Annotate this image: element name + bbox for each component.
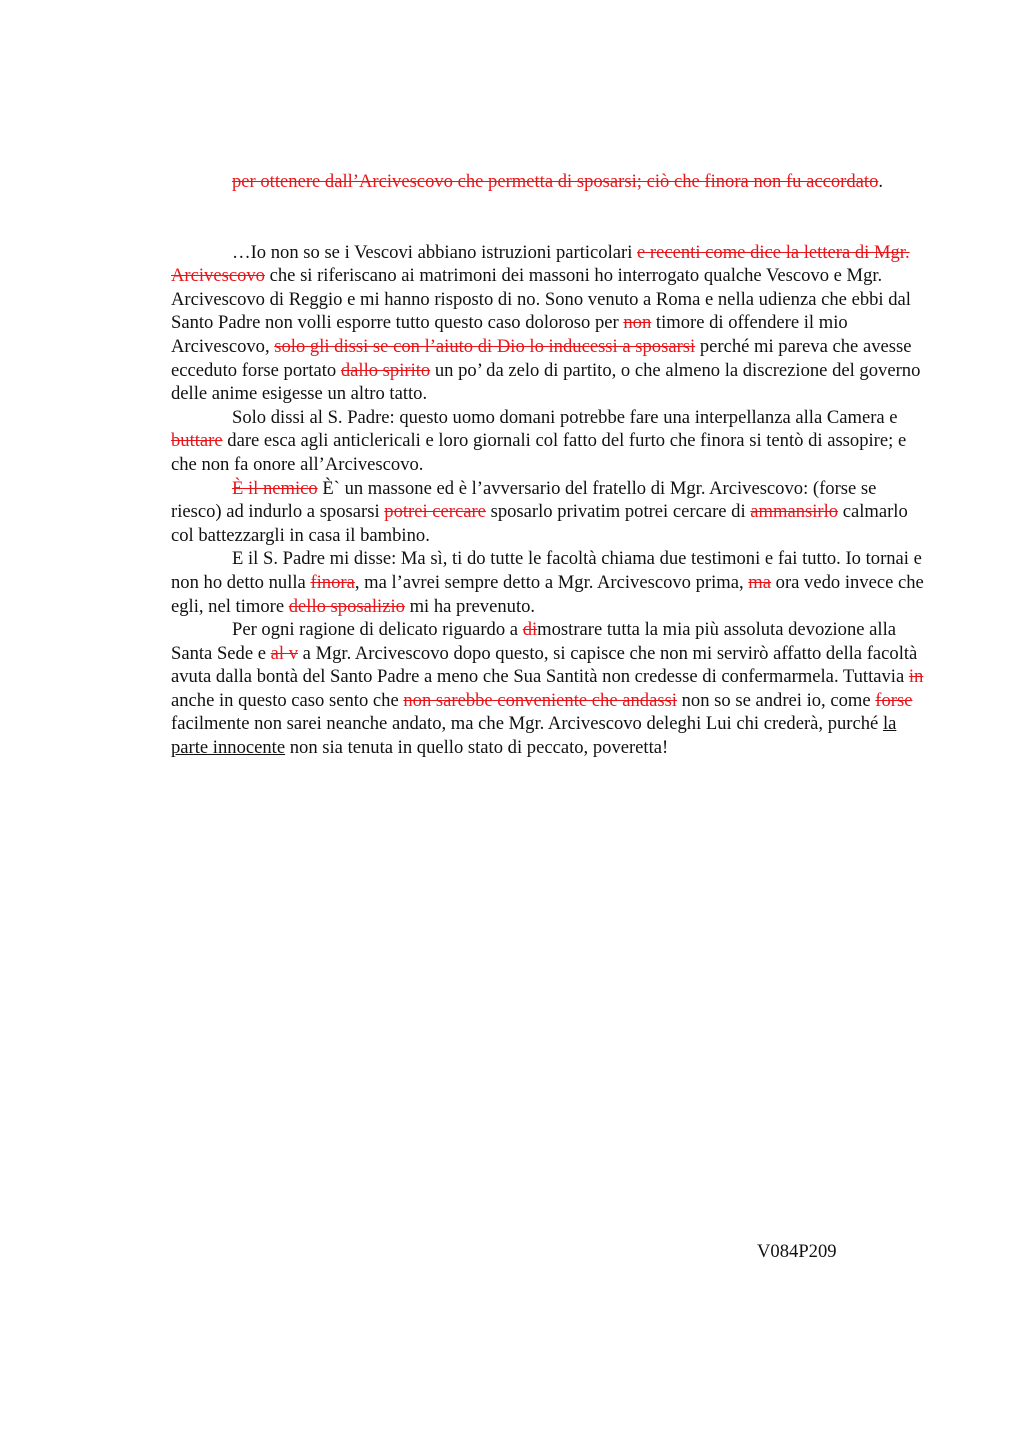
deleted-text: buttare — [171, 430, 223, 452]
body-text: Per ogni ragione di delicato riguardo a — [232, 619, 523, 641]
paragraph-3 — [171, 406, 931, 477]
body-text: dare esca agli anticlericali e loro giornali col fatto del furto che finora si tentò di assopire; e che non fa onore all’Arcivescovo. — [171, 430, 907, 475]
paragraph-2 — [171, 241, 931, 406]
deleted-text: forse — [875, 689, 913, 711]
deleted-text: potrei cercare — [384, 501, 486, 523]
paragraph-6 — [171, 618, 931, 760]
body-text: , ma l’avrei sempre detto a Mgr. Arcivescovo prima, — [354, 571, 749, 593]
body-text: non so se andrei io, come — [676, 689, 876, 711]
deleted-text: in — [908, 666, 924, 688]
deleted-text: ma — [748, 571, 772, 593]
body-text: facilmente non sarei neanche andato, ma che Mgr. Arcivescovo deleghi Lui chi crederà, purché — [171, 713, 883, 735]
body-text: calmarlo col battezzargli in casa il bambino. — [171, 501, 908, 546]
deleted-text: per ottenere dall’Arcivescovo che permetta di sposarsi; ciò che finora non fu accordato — [232, 171, 879, 192]
body-text: a Mgr. Arcivescovo dopo questo, si capisce che non mi servirò affatto della facoltà avuta dalla bontà del Santo Padre a meno che Sua Santità non credesse di confermarmela. Tuttavia — [171, 642, 918, 688]
body-text: È` un massone ed è l’avversario del fratello di Mgr. Arcivescovo: (forse se riesco) ad indurlo a sposarsi — [171, 477, 877, 523]
deleted-text: non sarebbe conveniente che andassi — [403, 689, 677, 711]
deleted-text: e recenti come dice la lettera di Mgr. Arcivescovo — [171, 241, 910, 287]
deleted-text: finora — [310, 571, 355, 593]
body-text: mi ha prevenuto. — [404, 595, 536, 617]
body-text: Solo dissi al S. Padre: questo uomo domani potrebbe fare una interpellanza alla Camera e — [232, 406, 898, 428]
body-text: mostrare tutta la mia più assoluta devozione alla Santa Sede e — [171, 619, 897, 664]
paragraph-4 — [171, 477, 931, 548]
body-text: che si riferiscano ai matrimoni dei massoni ho interrogato qualche Vescovo e Mgr. Arcivescovo di Reggio e mi hanno risposto di no. Sono venuto a Roma e nella udienza che ebbi dal Santo Padre non volli esporre tutto questo caso doloroso per — [171, 265, 911, 334]
deleted-text: non — [623, 312, 652, 334]
deleted-text: ammansirlo — [750, 501, 839, 523]
body-text: . — [878, 171, 884, 192]
body-text: …Io non so se i Vescovi abbiano istruzioni particolari — [232, 241, 638, 263]
body-text: sposarlo privatim potrei cercare di — [485, 501, 751, 523]
deleted-text: solo gli dissi se con l’aiuto di Dio lo inducessi a sposarsi — [274, 335, 696, 357]
page-code: V084P209 — [757, 1241, 837, 1262]
deleted-text: di — [522, 619, 538, 641]
underlined-text: la parte innocente — [171, 713, 897, 759]
deleted-text: dello sposalizio — [288, 595, 405, 617]
body-text: non sia tenuta in quello stato di peccato, poveretta! — [285, 737, 669, 759]
deleted-text: al v — [270, 642, 299, 664]
paragraph-5 — [171, 547, 931, 618]
body-text: ora vedo invece che egli, nel timore — [171, 571, 924, 617]
paragraph-1 — [171, 170, 931, 194]
body-text: perché mi pareva che avesse ecceduto forse portato — [171, 335, 912, 381]
body-text: timore di offendere il mio Arcivescovo, — [171, 312, 848, 357]
document-body — [171, 170, 931, 760]
body-text: anche in questo caso sento che — [171, 689, 404, 711]
body-text: un po’ da zelo di partito, o che almeno la discrezione del governo delle anime esigesse un altro tatto. — [171, 359, 921, 405]
deleted-text: È il nemico — [232, 477, 318, 499]
deleted-text: dallo spirito — [340, 359, 431, 381]
body-text: E il S. Padre mi disse: Ma sì, ti do tutte le facoltà chiama due testimoni e fai tutto. Io tornai e non ho detto nulla — [171, 548, 922, 593]
